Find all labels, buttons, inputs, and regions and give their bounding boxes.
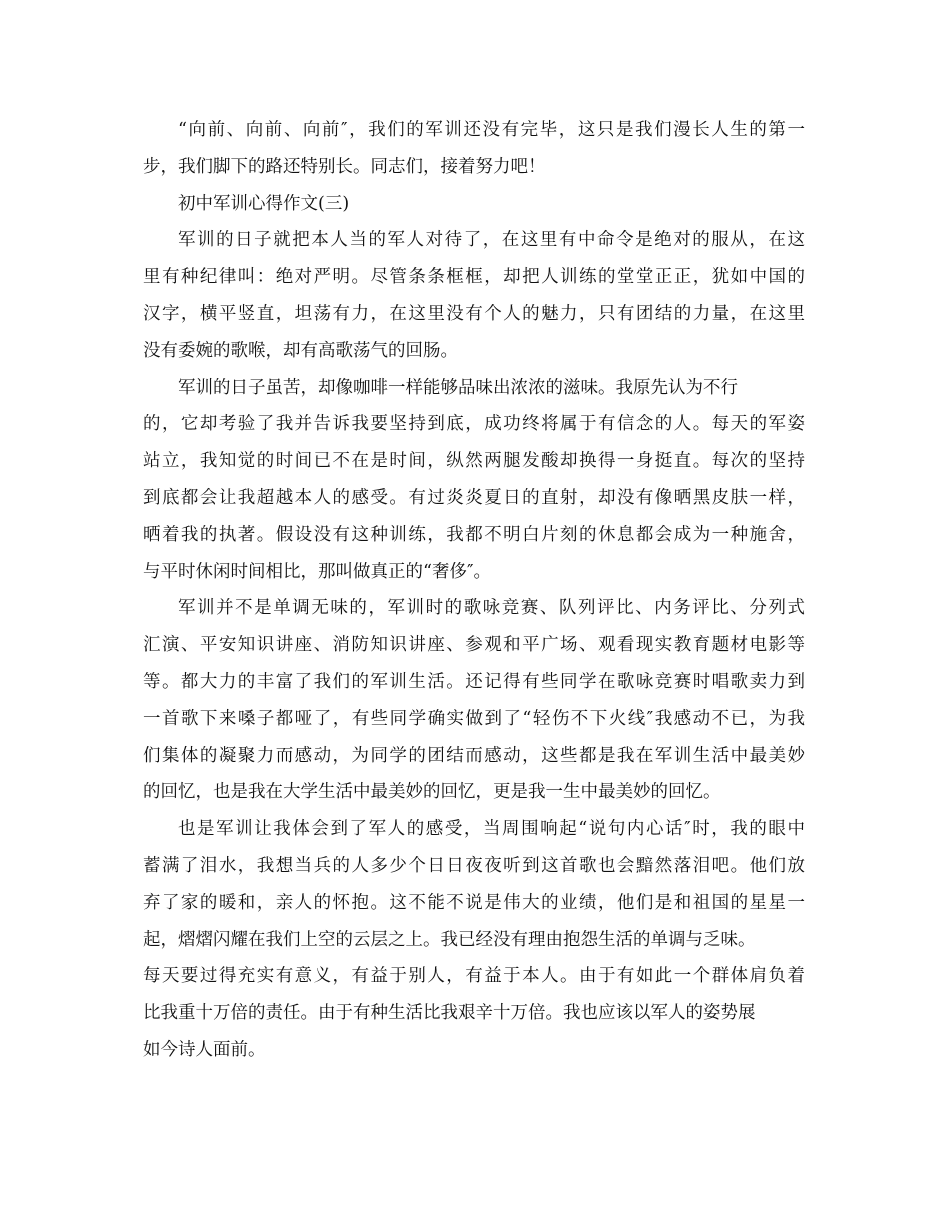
text-line: 也是军训让我体会到了军人的感受，当周围响起“说句内心话″时，我的眼中 — [178, 819, 805, 840]
paragraph — [143, 222, 805, 369]
text-line: 等。都大力的丰富了我们的军训生活。还记得有些同学在歌咏竞赛时唱歌卖力到 — [143, 671, 805, 692]
text-line: 每天要过得充实有意义，有益于别人，有益于本人。由于有如此一个群体肩负着 — [143, 966, 805, 987]
text-line: 军训的日子虽苦，却像咖啡一样能够品味出浓浓的滋味。我原先认为不行 — [178, 377, 738, 398]
section-heading — [143, 186, 805, 223]
text-line: 汇演、平安知识讲座、消防知识讲座、参观和平广场、观看现实教育题材电影等 — [143, 635, 805, 656]
text-line: 一首歌下来嗓子都哑了，有些同学确实做到了“轻伤不下火线″我感动不已，为我 — [143, 708, 805, 729]
text-line: 站立，我知觉的时间已不在是时间，纵然两腿发酸却换得一身挺直。每次的坚持 — [143, 451, 805, 472]
paragraph — [143, 112, 805, 186]
document-page — [143, 112, 805, 1069]
text-line: 比我重十万倍的责任。由于有种生活比我艰辛十万倍。我也应该以军人的姿势展 — [143, 1003, 756, 1024]
text-line: 军训并不是单调无味的，军训时的歌咏竞赛、队列评比、内务评比、分列式 — [178, 598, 805, 619]
text-line: 到底都会让我超越本人的感受。有过炎炎夏日的直射，却没有像晒黑皮肤一样， — [143, 487, 805, 508]
heading-text: 初中军训心得作文(三) — [178, 193, 350, 214]
text-line: 里有种纪律叫：绝对严明。尽管条条框框，却把人训练的堂堂正正，犹如中国的 — [143, 267, 805, 288]
text-line: 汉字，横平竖直，坦荡有力，在这里没有个人的魅力，只有团结的力量，在这里 — [143, 303, 805, 324]
text-line: 没有委婉的歌喉，却有高歌荡气的回肠。 — [143, 340, 458, 361]
text-line: 们集体的凝聚力而感动，为同学的团结而感动，这些都是我在军训生活中最美妙 — [143, 745, 805, 766]
text-line: 弃了家的暖和，亲人的怀抱。这不能不说是伟大的业绩，他们是和祖国的星星一 — [143, 892, 805, 913]
text-line: “向前、向前、向前″，我们的军训还没有完毕，这只是我们漫长人生的第一 — [178, 120, 805, 140]
paragraph — [143, 370, 805, 591]
text-line: 步，我们脚下的路还特别长。同志们，接着努力吧！ — [143, 156, 546, 177]
text-line: 起，熠熠闪耀在我们上空的云层之上。我已经没有理由抱怨生活的单调与乏味。 — [143, 929, 756, 950]
paragraph — [143, 811, 805, 1069]
paragraph — [143, 590, 805, 811]
text-line: 晒着我的执著。假设没有这种训练，我都不明白片刻的休息都会成为一种施舍， — [143, 524, 805, 545]
text-line: 的，它却考验了我并告诉我要坚持到底，成功终将属于有信念的人。每天的军姿 — [143, 414, 805, 435]
text-line: 的回忆，也是我在大学生活中最美妙的回忆，更是我一生中最美妙的回忆。 — [143, 782, 721, 803]
text-line: 蓄满了泪水，我想当兵的人多少个日日夜夜听到这首歌也会黯然落泪吧。他们放 — [143, 855, 805, 876]
text-line: 与平时休闲时间相比，那叫做真正的“奢侈″。 — [143, 561, 491, 582]
text-line: 如今诗人面前。 — [143, 1039, 266, 1060]
text-line: 军训的日子就把本人当的军人对待了，在这里有中命令是绝对的服从，在这 — [178, 230, 805, 251]
